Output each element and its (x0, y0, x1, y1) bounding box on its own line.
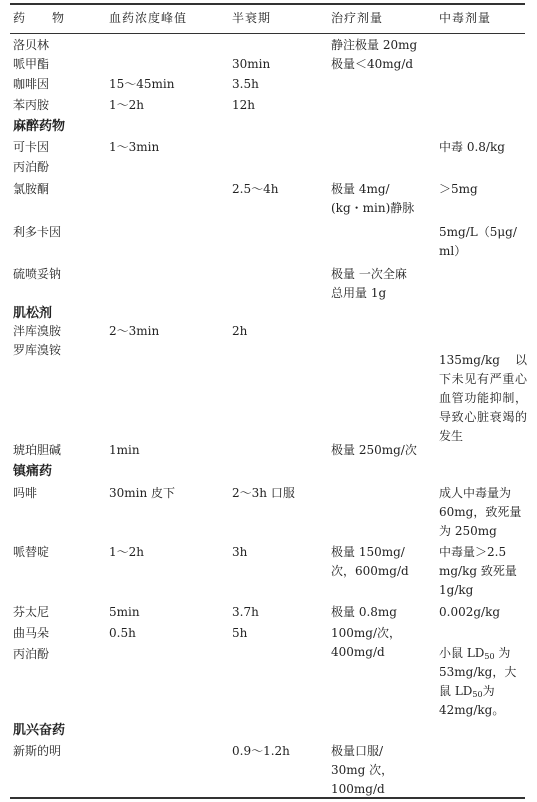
table-cell: 5h (232, 626, 248, 640)
table-cell: 咖啡因 (13, 77, 50, 91)
header-drug: 药 物 (13, 11, 66, 25)
table-cell: 氯胺酮 (13, 182, 50, 196)
table-cell: 5mg/L（5μg/ ml） (439, 225, 517, 258)
table-cell: 2～3h 口服 (232, 486, 295, 500)
header-therapeutic-dose: 治疗剂量 (331, 11, 384, 25)
section-heading: 肌松剂 (13, 306, 53, 321)
table-cell: 极量 4mg/ (kg・min)静脉 (331, 182, 415, 215)
table-cell: 135mg/kg 以下未见有严重心血管功能抑制，导致心脏衰竭的发生 (439, 353, 527, 443)
table-cell: 成人中毒量为 60mg，致死量 为 250mg (439, 486, 522, 538)
section-heading: 镇痛药 (13, 464, 53, 479)
table-cell: 1～2h (109, 545, 144, 559)
table-cell: 1min (109, 443, 140, 457)
table-cell: 小鼠 $LD_{50}$ 为 53mg/kg，大 鼠 $LD_{50}$为 42mg/kg。 (439, 646, 517, 717)
table-cell: 2h (232, 324, 248, 338)
table-cell: 极量 250mg/次 (331, 443, 417, 457)
header-half-life: 半衰期 (232, 11, 272, 25)
table-cell: ＞5mg (439, 182, 478, 196)
table-cell: 哌甲酯 (13, 57, 50, 71)
table-cell: 哌替啶 (13, 545, 50, 559)
table-cell: 新斯的明 (13, 744, 62, 758)
table-cell: 洛贝林 (13, 38, 50, 52)
table-cell: 苯丙胺 (13, 98, 50, 112)
table-cell: 静注极量 20mg (331, 38, 418, 52)
table-cell: 0.9～1.2h (232, 744, 290, 758)
table-cell: 12h (232, 98, 255, 112)
table-cell: 极量口服/ 30mg 次， 100mg/d (331, 744, 394, 796)
section-heading: 肌兴奋药 (13, 723, 66, 738)
section-heading: 麻醉药物 (13, 119, 66, 134)
table-cell: 丙泊酚 (13, 647, 50, 661)
table-cell: 硫喷妥钠 (13, 267, 62, 281)
table-cell: 中毒 0.8/kg (439, 140, 505, 154)
table-cell: 1～3min (109, 140, 160, 154)
table-cell: 丙泊酚 (13, 160, 50, 174)
table-cell: 1～2h (109, 98, 144, 112)
table-cell: 中毒量＞2.5 mg/kg 致死量 1g/kg (439, 545, 517, 597)
table-cell: 3.5h (232, 77, 259, 91)
table-cell: 2～3min (109, 324, 160, 338)
table-cell: 5min (109, 605, 140, 619)
header-peak-concentration: 血药浓度峰值 (109, 11, 188, 25)
table-cell: 100mg/次， 400mg/d (331, 626, 402, 659)
table-cell: 30min 皮下 (109, 486, 176, 500)
table-cell: 15～45min (109, 77, 175, 91)
table-cell: 吗啡 (13, 486, 38, 500)
table-cell: 0.002g/kg (439, 605, 501, 619)
table-cell: 极量 一次全麻 总用量 1g (331, 267, 407, 300)
table-cell: 曲马朵 (13, 626, 50, 640)
table-header-rule (10, 33, 525, 34)
table-cell: 极量 150mg/ 次，600mg/d (331, 545, 409, 578)
table-cell: 罗库溴铵 (13, 343, 62, 357)
table-cell: 2.5～4h (232, 182, 279, 196)
table-cell: 0.5h (109, 626, 136, 640)
table-cell: 利多卡因 (13, 225, 62, 239)
table-cell: 泮库溴胺 (13, 324, 62, 338)
table-cell: 琥珀胆碱 (13, 443, 62, 457)
table-cell: 极量＜40mg/d (331, 57, 414, 71)
table-cell: 30min (232, 57, 271, 71)
table-bottom-rule (10, 797, 525, 799)
table-cell: 芬太尼 (13, 605, 50, 619)
table-cell: 3h (232, 545, 248, 559)
table-top-rule (10, 3, 525, 5)
table-cell: 可卡因 (13, 140, 50, 154)
header-toxic-dose: 中毒剂量 (439, 11, 492, 25)
table-cell: 3.7h (232, 605, 259, 619)
table-cell: 极量 0.8mg (331, 605, 397, 619)
